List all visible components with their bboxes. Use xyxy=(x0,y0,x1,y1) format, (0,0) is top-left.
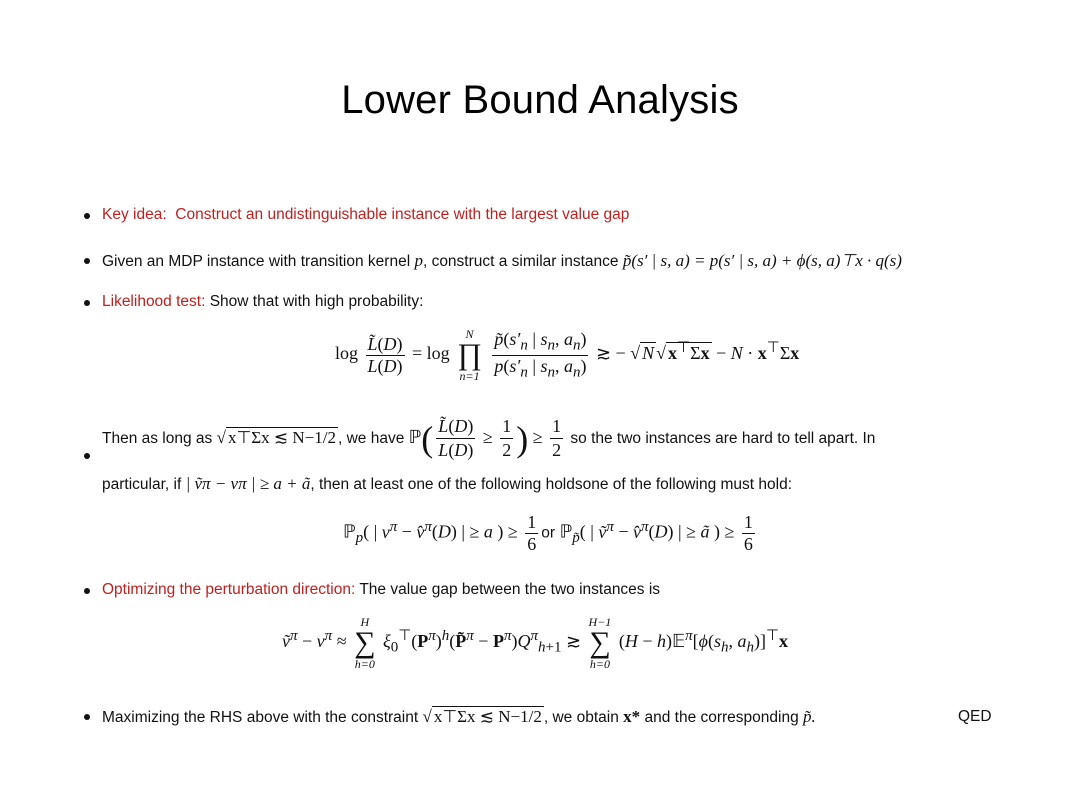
optimal-p-tilde: p̃. xyxy=(803,707,816,726)
sqrt-constraint: √ x⊤Σx ≲ N−1/2 xyxy=(422,707,542,726)
value-gap-condition: | ṽπ − vπ | ≥ a + ã xyxy=(185,474,311,493)
bullet-dot xyxy=(84,213,90,219)
indistinguishable-line-2 xyxy=(102,473,792,495)
maximizing-text xyxy=(102,706,816,728)
likelihood-body: Show that with high probability: xyxy=(209,293,424,310)
probability-bound: ℙ( $\frac{L̃(D)}{L(D)}$ ≥ $\frac{1}{2}$ ) ≥ $\frac{1}{2}$ xyxy=(408,416,562,461)
either-or-probability-equation: ℙ$_p$( | $v^\pi$ − v̂$^\pi$(D) | ≥ a ) ≥ $\frac{1}{6}$ or ℙ$_{p̃}$( | ṽ$^\pi$ − v̂$^\pi$(D) | ≥ ã ) ≥ $\frac{1}{6}$ xyxy=(343,512,753,554)
mdp-instance-text xyxy=(102,250,902,272)
mdp-text-2: , construct a similar instance xyxy=(422,253,619,270)
maximizing-text-3: and the corresponding xyxy=(644,709,799,726)
key-idea-body: Construct an undistinguishable instance with the largest value gap xyxy=(175,206,630,223)
condition-text-2: , we have xyxy=(338,430,405,448)
particular-text: particular, if xyxy=(102,476,182,493)
bullet-dot xyxy=(84,714,90,720)
must-hold-text: , then at least one of the following holdsone of the following must hold: xyxy=(310,476,793,493)
likelihood-ratio-equation: log $\frac{L̃(D)}{L(D)}$ = log N ∏ n=1 $\frac{p̃(s'_n | s_n, a_n)}{p(s'_n | s_n, a_n)}$ ≳ − √ N √ x⊤Σx − N · x⊤Σx xyxy=(335,327,800,383)
qed-mark: QED xyxy=(958,708,992,725)
perturbed-kernel-formula: p̃(s′ | s, a) = p(s′ | s, a) + ϕ(s, a)⊤x · q(s) xyxy=(622,251,902,270)
likelihood-label: Likelihood test: xyxy=(102,293,206,310)
kernel-symbol: p xyxy=(414,251,423,270)
optimizing-label: Optimizing the perturbation direction: xyxy=(102,581,356,598)
sqrt-condition-expr: x⊤Σx ≲ N−1/2 xyxy=(227,428,336,448)
or-word: or xyxy=(541,524,556,542)
bullet-dot xyxy=(84,588,90,594)
maximizing-text-2: , we obtain xyxy=(543,709,619,726)
likelihood-text xyxy=(102,292,423,312)
condition-text-3: so the two instances are hard to tell apart. In xyxy=(570,430,876,448)
maximizing-text-1: Maximizing the RHS above with the constraint xyxy=(102,709,419,726)
value-gap-equation: ṽ$^\pi$ − $v^\pi$ ≈ H ∑ h=0 $\xi_0^⊤(P^\pi)^h(P̃^\pi - P^\pi)Q^\pi_{h+1}$ ≳ H−1 ∑ h=0 $(H - h)𝔼^\pi[\phi(s_h$, $a_h)]^⊤x$ xyxy=(282,615,789,671)
optimizing-text xyxy=(102,580,660,600)
optimizing-body: The value gap between the two instances is xyxy=(359,581,661,598)
sqrt-constraint-expr: x⊤Σx ≲ N−1/2 xyxy=(433,707,542,726)
mdp-text-1: Given an MDP instance with transition kernel xyxy=(102,253,411,270)
page-title: Lower Bound Analysis xyxy=(341,78,739,122)
key-idea-text xyxy=(102,205,629,225)
sqrt-condition: √ x⊤Σx ≲ N−1/2 xyxy=(216,428,336,448)
bullet-dot xyxy=(84,453,90,459)
condition-text-1: Then as long as xyxy=(102,430,213,448)
optimal-x: x* xyxy=(623,707,641,726)
bullet-dot xyxy=(84,300,90,306)
indistinguishable-line-1 xyxy=(102,415,875,463)
key-idea-label: Key idea: xyxy=(102,206,167,223)
bullet-dot xyxy=(84,258,90,264)
